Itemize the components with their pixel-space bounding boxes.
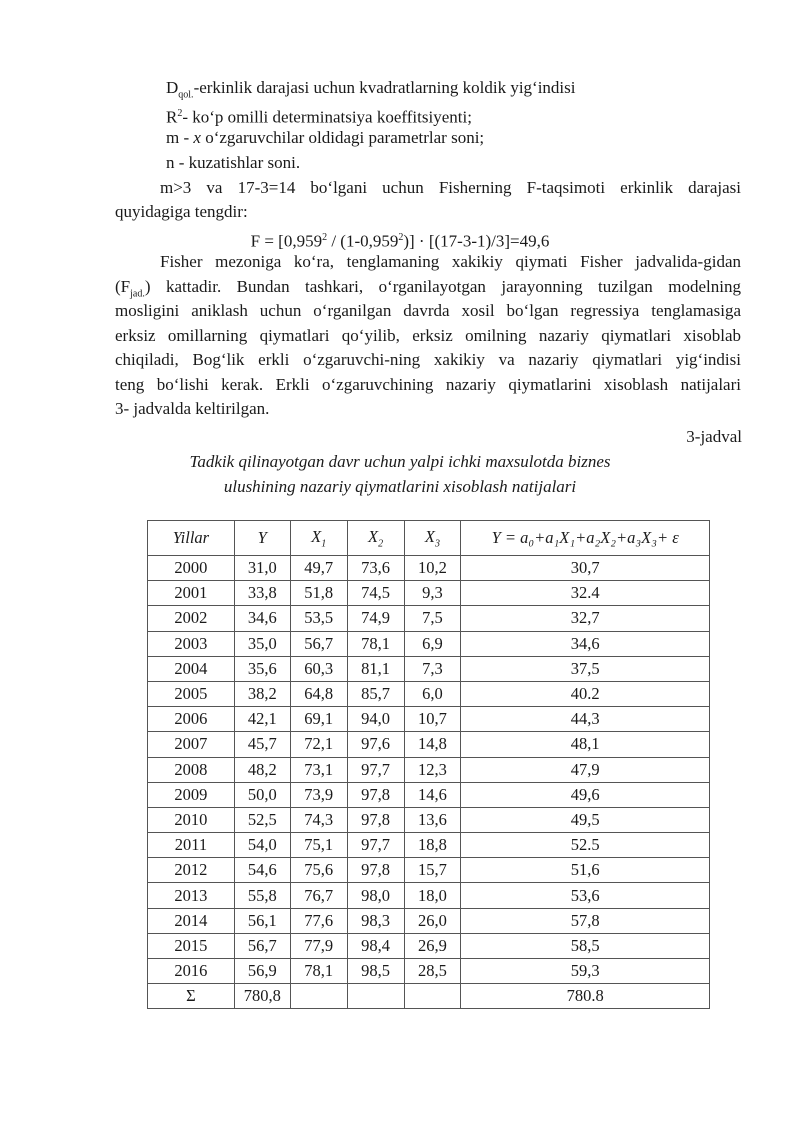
cell-year: 2008	[148, 757, 235, 782]
header-x2-subscript: 2	[378, 538, 384, 550]
cell-x1: 73,1	[290, 757, 347, 782]
total-x2	[347, 984, 404, 1009]
formula-part3: )] · [(17-3-1)/3]=49,6	[403, 231, 550, 251]
cell-y: 54,0	[234, 833, 290, 858]
cell-x1: 78,1	[290, 959, 347, 984]
cell-x3: 14,8	[404, 732, 461, 757]
cell-y: 56,7	[234, 933, 290, 958]
cell-x3: 26,9	[404, 933, 461, 958]
paragraph2-fjad-open: (F	[115, 277, 131, 296]
cell-regression: 49,5	[461, 807, 710, 832]
cell-year: 2005	[148, 681, 235, 706]
cell-x2: 94,0	[347, 707, 404, 732]
cell-x1: 73,9	[290, 782, 347, 807]
cell-x3: 15,7	[404, 858, 461, 883]
cell-year: 2000	[148, 556, 235, 581]
definition-m	[166, 126, 484, 150]
cell-year: 2002	[148, 606, 235, 631]
header-x3	[404, 521, 461, 556]
cell-regression: 37,5	[461, 656, 710, 681]
table-row	[148, 556, 710, 581]
cell-year: 2013	[148, 883, 235, 908]
cell-x1: 69,1	[290, 707, 347, 732]
definition-m-text-b: o‘zgaruvchilar oldidagi parametrlar soni;	[200, 128, 485, 147]
cell-x3: 10,7	[404, 707, 461, 732]
header-x3-subscript: 3	[434, 538, 440, 550]
cell-y: 55,8	[234, 883, 290, 908]
paragraph2-line2-text: ) kattadir. Bundan tashkari, o‘rganilayotgan jarayonning tuzilgan modelning	[144, 277, 741, 296]
definition-d-text: -erkinlik darajasi uchun kvadratlarning koldik yig‘indisi	[193, 78, 576, 97]
cell-x1: 76,7	[290, 883, 347, 908]
table-row	[148, 732, 710, 757]
cell-x3: 7,3	[404, 656, 461, 681]
cell-y: 54,6	[234, 858, 290, 883]
cell-x1: 75,1	[290, 833, 347, 858]
cell-regression: 52.5	[461, 833, 710, 858]
cell-x1: 53,5	[290, 606, 347, 631]
cell-x3: 6,9	[404, 631, 461, 656]
definition-n: n - kuzatishlar soni.	[166, 153, 301, 172]
header-regression-equation: Y = a₀+a₁X₁+a₂X₂+a₃X₃+ ε	[461, 521, 710, 556]
cell-regression: 58,5	[461, 933, 710, 958]
table-label: 3-jadval	[686, 427, 742, 446]
cell-regression: 32.4	[461, 581, 710, 606]
cell-regression: 47,9	[461, 757, 710, 782]
cell-x3: 13,6	[404, 807, 461, 832]
table-row	[148, 681, 710, 706]
cell-x2: 97,6	[347, 732, 404, 757]
cell-year: 2011	[148, 833, 235, 858]
total-y: 780,8	[234, 984, 290, 1009]
header-years: Yillar	[148, 521, 235, 556]
cell-regression: 44,3	[461, 707, 710, 732]
cell-y: 38,2	[234, 681, 290, 706]
cell-x1: 51,8	[290, 581, 347, 606]
cell-x1: 49,7	[290, 556, 347, 581]
paragraph2-line6: teng bo‘lishi kerak. Erkli o‘zgaruvchining nazariy qiymatlarini xisoblash natijalari	[115, 375, 741, 394]
table-row	[148, 606, 710, 631]
cell-y: 35,6	[234, 656, 290, 681]
table-row	[148, 581, 710, 606]
cell-regression: 51,6	[461, 858, 710, 883]
table-row	[148, 858, 710, 883]
header-x2	[347, 521, 404, 556]
cell-regression: 34,6	[461, 631, 710, 656]
header-x2-letter: X	[368, 526, 379, 546]
cell-x2: 74,9	[347, 606, 404, 631]
cell-x2: 98,4	[347, 933, 404, 958]
cell-regression: 48,1	[461, 732, 710, 757]
table-row	[148, 833, 710, 858]
table-row	[148, 631, 710, 656]
cell-x2: 97,7	[347, 833, 404, 858]
cell-year: 2012	[148, 858, 235, 883]
cell-x2: 97,8	[347, 807, 404, 832]
table-header-row	[148, 521, 710, 556]
cell-x3: 9,3	[404, 581, 461, 606]
table-row	[148, 883, 710, 908]
definition-r-symbol: R	[166, 107, 178, 127]
cell-x2: 73,6	[347, 556, 404, 581]
cell-x3: 12,3	[404, 757, 461, 782]
cell-year: 2015	[148, 933, 235, 958]
cell-x3: 26,0	[404, 908, 461, 933]
cell-x1: 72,1	[290, 732, 347, 757]
cell-x3: 10,2	[404, 556, 461, 581]
paragraph2-line4: erksiz omillarning qiymatlari qo‘yilib, erksiz omilning nazariy qiymatlari xisoblab	[115, 326, 741, 345]
definition-r-superscript: 2	[177, 108, 183, 119]
cell-x1: 74,3	[290, 807, 347, 832]
cell-x1: 75,6	[290, 858, 347, 883]
table-row	[148, 656, 710, 681]
cell-regression: 30,7	[461, 556, 710, 581]
results-table	[147, 520, 710, 1009]
cell-x3: 18,0	[404, 883, 461, 908]
formula-part1: F = [0,959	[250, 231, 323, 251]
cell-year: 2007	[148, 732, 235, 757]
cell-regression: 32,7	[461, 606, 710, 631]
cell-x3: 28,5	[404, 959, 461, 984]
cell-y: 33,8	[234, 581, 290, 606]
total-regression: 780.8	[461, 984, 710, 1009]
cell-regression: 59,3	[461, 959, 710, 984]
paragraph1-line2: quyidagiga tengdir:	[115, 202, 248, 221]
cell-year: 2001	[148, 581, 235, 606]
table-row	[148, 757, 710, 782]
table-body	[148, 556, 710, 984]
paragraph2-line7: 3- jadvalda keltirilgan.	[115, 399, 270, 418]
cell-x1: 56,7	[290, 631, 347, 656]
cell-x2: 78,1	[347, 631, 404, 656]
paragraph1-line1: m>3 va 17-3=14 bo‘lgani uchun Fisherning F-taqsimoti erkinlik darajasi	[160, 178, 741, 197]
definition-d-symbol: D	[166, 78, 179, 97]
cell-y: 50,0	[234, 782, 290, 807]
cell-x3: 18,8	[404, 833, 461, 858]
cell-y: 31,0	[234, 556, 290, 581]
table-row	[148, 707, 710, 732]
cell-year: 2004	[148, 656, 235, 681]
table-row	[148, 782, 710, 807]
cell-year: 2010	[148, 807, 235, 832]
table-row	[148, 908, 710, 933]
total-x1	[290, 984, 347, 1009]
cell-x3: 14,6	[404, 782, 461, 807]
header-y: Y	[234, 521, 290, 556]
cell-year: 2006	[148, 707, 235, 732]
cell-x3: 7,5	[404, 606, 461, 631]
cell-x2: 97,7	[347, 757, 404, 782]
cell-year: 2016	[148, 959, 235, 984]
definition-m-variable: x	[193, 128, 201, 147]
table-caption-line2: ulushining nazariy qiymatlarini xisoblash natijalari	[223, 477, 577, 496]
cell-y: 56,1	[234, 908, 290, 933]
table-caption-line1: Tadkik qilinayotgan davr uchun yalpi ichki maxsulotda biznes	[189, 452, 611, 471]
cell-x2: 74,5	[347, 581, 404, 606]
cell-x2: 81,1	[347, 656, 404, 681]
cell-x2: 98,0	[347, 883, 404, 908]
table-row	[148, 807, 710, 832]
formula-sup2: 2	[398, 232, 404, 243]
cell-regression: 53,6	[461, 883, 710, 908]
cell-y: 48,2	[234, 757, 290, 782]
definition-d-subscript: qol.	[178, 89, 194, 101]
paragraph2-fjad-subscript: jad.	[130, 288, 145, 300]
cell-x2: 98,3	[347, 908, 404, 933]
cell-y: 34,6	[234, 606, 290, 631]
cell-x2: 97,8	[347, 858, 404, 883]
cell-y: 35,0	[234, 631, 290, 656]
cell-year: 2003	[148, 631, 235, 656]
total-x3	[404, 984, 461, 1009]
formula-sup1: 2	[322, 232, 328, 243]
cell-x1: 77,6	[290, 908, 347, 933]
paragraph2-line1: Fisher mezoniga ko‘ra, tenglamaning xakikiy qiymati Fisher jadvalida-gidan	[160, 252, 741, 271]
cell-year: 2009	[148, 782, 235, 807]
cell-x2: 85,7	[347, 681, 404, 706]
header-x1-subscript: 1	[321, 538, 327, 550]
formula-part2: / (1-0,959	[327, 231, 399, 251]
paragraph2-line5: chiqiladi, Bog‘lik erkli o‘zgaruvchi-ning xakikiy va nazariy qiymatlari yig‘indisi	[115, 350, 741, 369]
cell-x1: 60,3	[290, 656, 347, 681]
cell-x1: 64,8	[290, 681, 347, 706]
cell-regression: 57,8	[461, 908, 710, 933]
cell-x1: 77,9	[290, 933, 347, 958]
cell-y: 42,1	[234, 707, 290, 732]
definition-r-text: - ko‘p omilli determinatsiya koeffitsiyenti;	[182, 107, 472, 127]
cell-y: 56,9	[234, 959, 290, 984]
header-x1	[290, 521, 347, 556]
paragraph2-line3: mosligini aniklash uchun o‘rganilgan davrda xosil bo‘lgan regressiya tenglamasiga	[115, 301, 741, 320]
cell-x2: 97,8	[347, 782, 404, 807]
cell-regression: 40.2	[461, 681, 710, 706]
header-x3-letter: X	[424, 526, 435, 546]
cell-y: 45,7	[234, 732, 290, 757]
header-x1-letter: X	[311, 526, 322, 546]
table-row	[148, 959, 710, 984]
table-row	[148, 933, 710, 958]
total-symbol: Σ	[148, 984, 235, 1009]
table-total-row	[148, 984, 710, 1009]
definition-m-text-a: m -	[166, 128, 194, 147]
cell-x3: 6,0	[404, 681, 461, 706]
cell-x2: 98,5	[347, 959, 404, 984]
cell-y: 52,5	[234, 807, 290, 832]
cell-regression: 49,6	[461, 782, 710, 807]
cell-year: 2014	[148, 908, 235, 933]
